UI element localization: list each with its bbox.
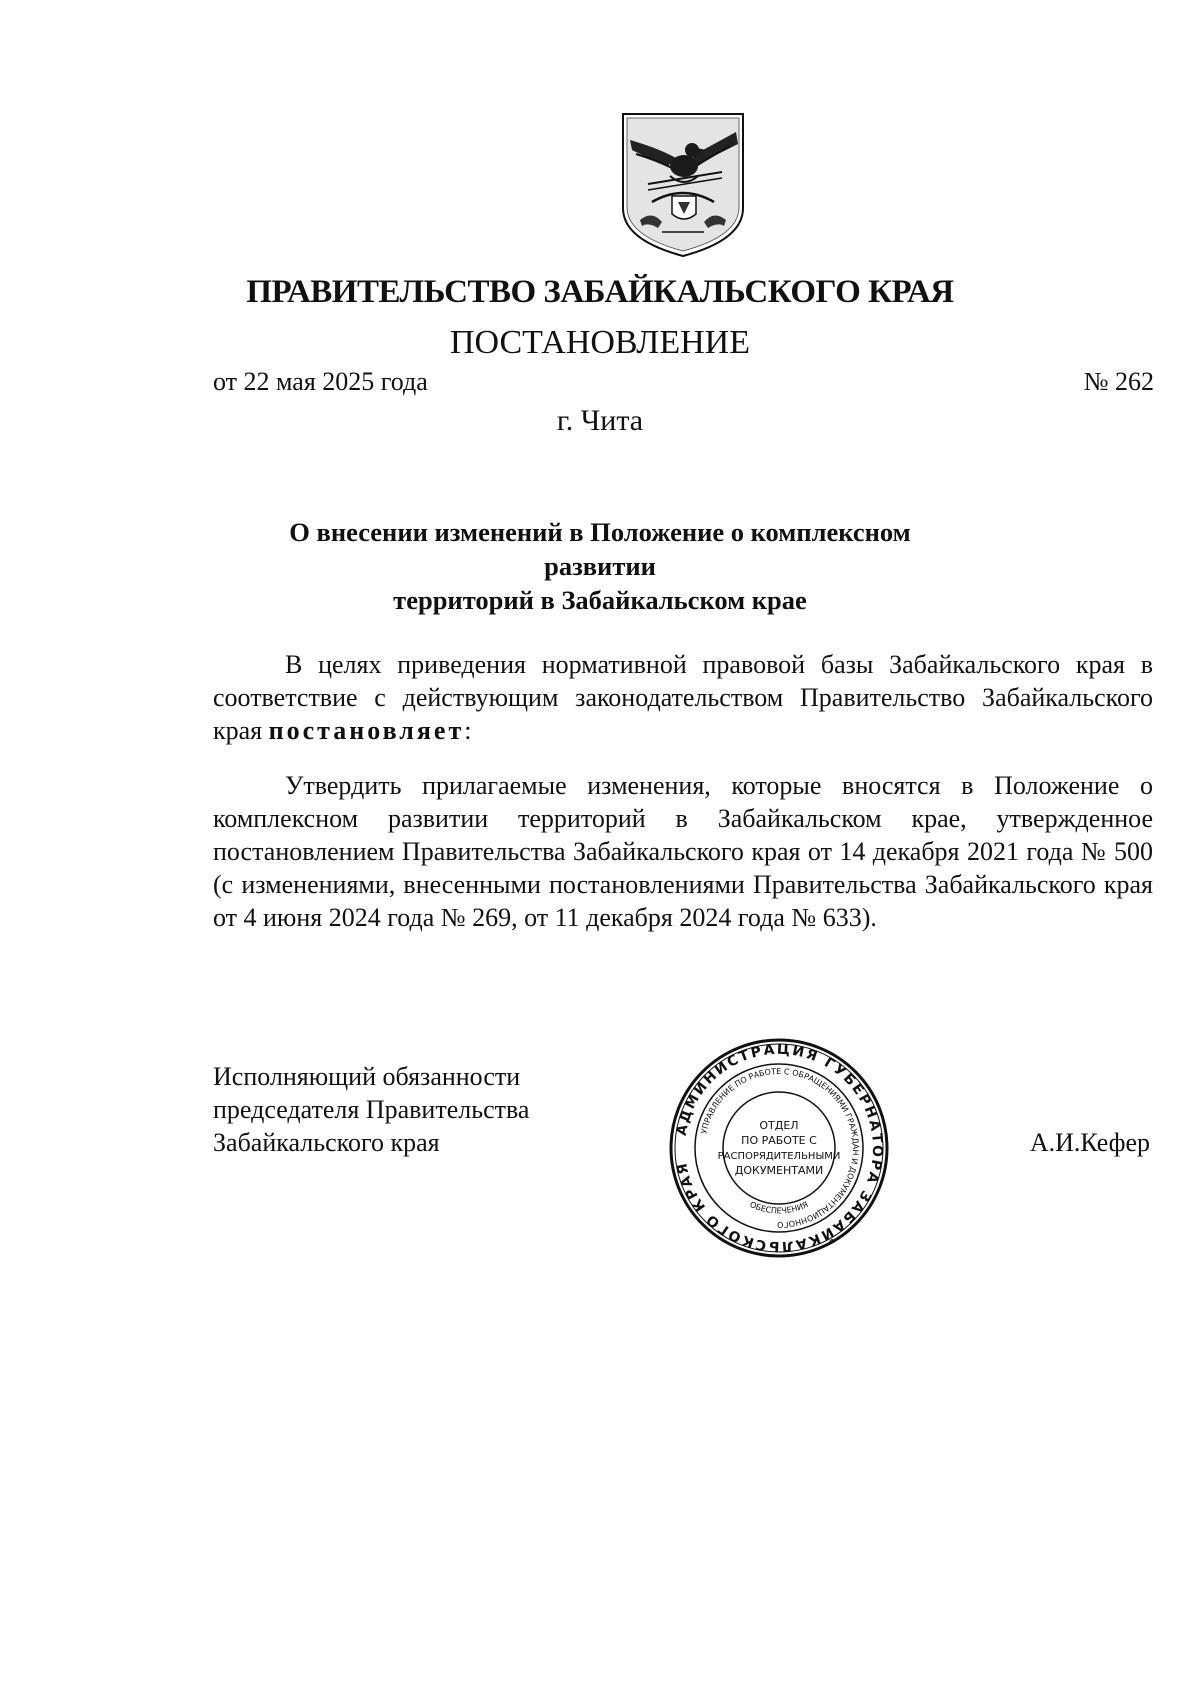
signer-name: А.И.Кефер (1029, 1128, 1150, 1157)
paragraph-preamble (213, 648, 1153, 747)
position-line-2: председателя Правительства (213, 1095, 530, 1124)
svg-text:ОБЕСПЕЧЕНИЯ (748, 1200, 809, 1215)
position-line-1: Исполняющий обязанности (213, 1062, 521, 1091)
coat-of-arms-icon (618, 110, 748, 258)
seal-outer-text: АДМИНИСТРАЦИЯ ГУБЕРНАТОРА ЗАБАЙКАЛЬСКОГО КРАЯ (673, 1041, 886, 1255)
paragraph-decision: Утвердить прилагаемые изменения, которые вносятся в Положение о комплексном развитии территорий в Забайкальском крае, утвержденное постановлением Правительства Забайкальского края от 14 декабря 2021 года № 500 (с изменениями, внесенными постановлениями Правительства Забайкальского края от 4 июня 2024 года № 269, от 11 декабря 2024 года № 633). (213, 771, 1153, 932)
seal-center-line-1: ОТДЕЛ (759, 1119, 799, 1132)
preamble-colon: : (464, 716, 472, 745)
resolution-heading (250, 515, 950, 617)
heading-line-2: территорий в Забайкальском крае (393, 585, 807, 615)
seal-center-line-2: ПО РАБОТЕ С (741, 1134, 817, 1147)
preamble-text: В целях приведения нормативной правовой базы Забайкальского края в соответствие с действующим законодательством Правительство Забайкальского края (213, 650, 1153, 745)
seal-inner-top-text: УПРАВЛЕНИЕ ПО РАБОТЕ С ОБРАЩЕНИЯМИ ГРАЖДАН И ДОКУМЕНТАЦИОННОГО (699, 1066, 861, 1230)
heading-line-1: О внесении изменений в Положение о комплексном развитии (289, 517, 911, 581)
seal-center-line-3: РАСПОРЯДИТЕЛЬНЫМИ (717, 1151, 841, 1162)
official-stamp-icon (668, 1037, 890, 1259)
seal-inner-bottom-text: ОБЕСПЕЧЕНИЯ (748, 1199, 810, 1216)
document-type: ПОСТАНОВЛЕНИЕ (449, 324, 751, 361)
document-date: от 22 мая 2025 года (213, 367, 428, 396)
position-line-3: Забайкальского края (213, 1128, 440, 1157)
document-city: г. Чита (556, 404, 644, 437)
document-number: № 262 (1083, 367, 1154, 396)
signatory-position (213, 1060, 593, 1159)
operative-word: постановляет (268, 716, 465, 745)
government-title: ПРАВИТЕЛЬСТВО ЗАБАЙКАЛЬСКОГО КРАЯ (246, 274, 954, 310)
seal-center-line-4: ДОКУМЕНТАМИ (734, 1164, 824, 1177)
